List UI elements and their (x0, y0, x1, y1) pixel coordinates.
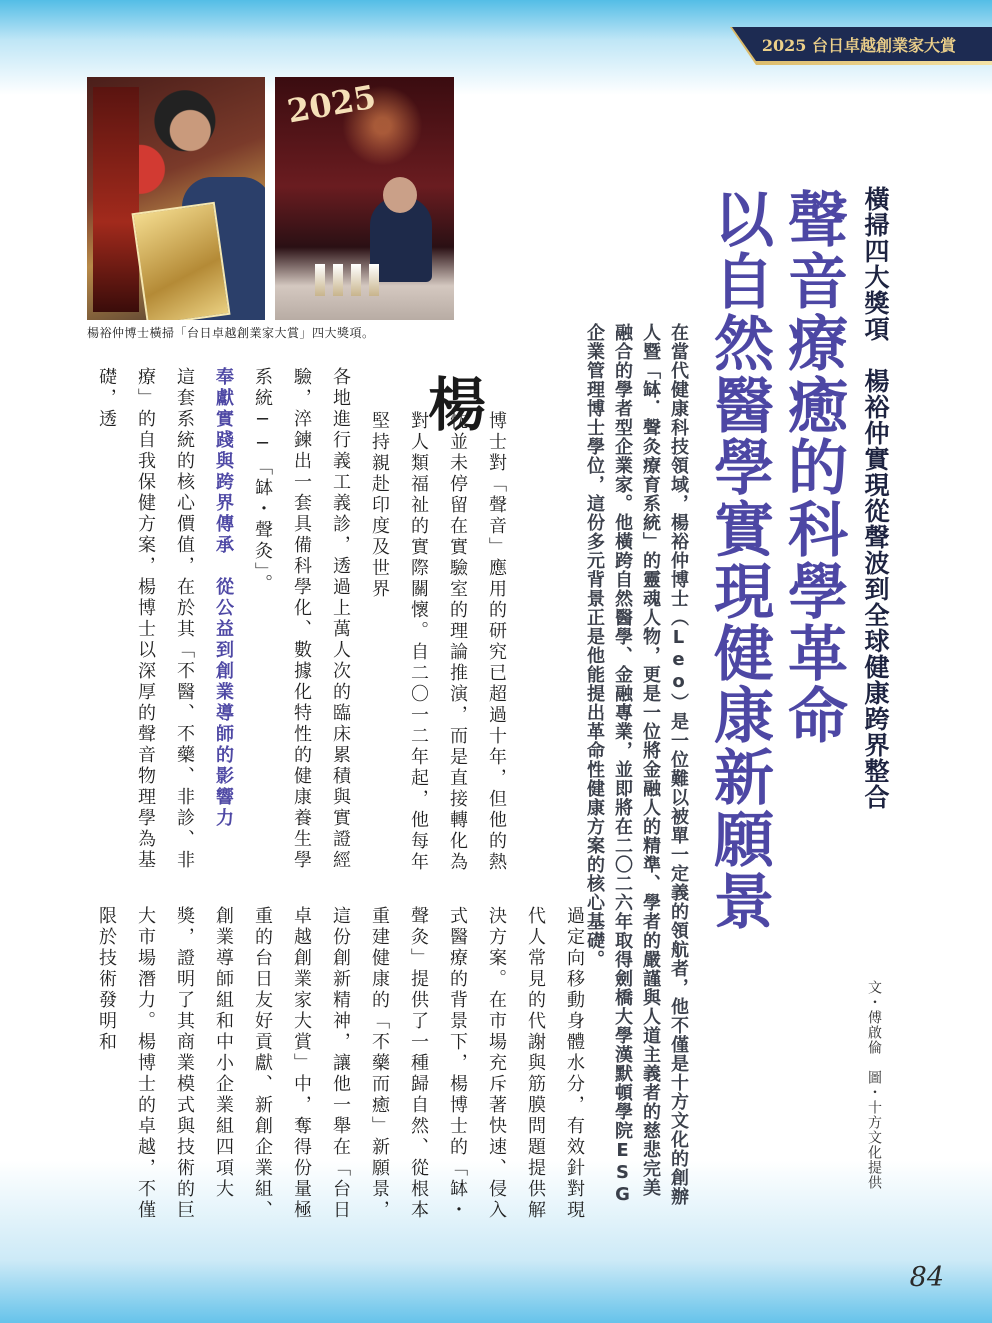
article-body-upper (87, 367, 516, 877)
section-heading: 奉獻實踐與跨界傳承 從公益到創業導師的影響力 (213, 367, 234, 829)
body-paragraph: 各地進行義工義診，透過上萬人次的臨床累積與實證經驗，淬鍊出一套具備科學化、數據化特性的健康養生學系統──「缽・聲灸」。 (252, 367, 351, 871)
article-lead: 在當代健康科技領域，楊裕仲博士（Leo）是一位難以被單一定義的領航者，他不僅是十方文化的創辦人暨「缽．聲灸療育系統」的靈魂人物，更是一位將金融人的精準、學者的嚴謹與人道主義者的慈悲完美融合的學者型企業家。他橫跨自然醫學、金融專業，並即將在二〇二六年取得劍橋大學漢默頓學院ESG企業管理博士學位，這份多元背景正是他能提出革命性健康方案的核心基礎。 (584, 323, 689, 1206)
article-credit: 文・傅啟倫 圖・十方文化提供 (866, 980, 882, 1190)
page-number: 84 (909, 1262, 944, 1293)
body-paragraph: 這套系統的核心價值，在於其「不醫、不藥、非診、非療」的自我保健方案，楊博士以深厚的聲音物理學為基礎，透 (96, 367, 195, 871)
banner-label: 2025 台日卓越創業家大賞 (761, 36, 956, 55)
photo-backdrop-banner (93, 87, 139, 312)
photo-award-ceremony (275, 77, 454, 320)
trophy (315, 264, 325, 296)
article-body-lower (87, 906, 594, 1226)
body-paragraph-intro: 博士對「聲音」應用的研究已超過十年，但他的熱忱並未停留在實驗室的理論推演，而是直接轉化為對人類福祉的實際關懷。自二〇一二年起，他每年堅持親赴印度及世界 (369, 411, 507, 873)
photo-award-certificate (131, 202, 230, 320)
trophy (333, 264, 343, 296)
article-headline-line-2: 以自然醫學實現健康新願景 (704, 188, 774, 932)
photo-dr-yang-holding-award (87, 77, 265, 320)
article-subtitle: 橫掃四大獎項 楊裕仲實現從聲波到全球健康跨界整合 (861, 186, 890, 810)
body-paragraph: 過定向移動身體水分，有效針對現代人常見的代謝與筋膜問題提供解決方案。在市場充斥著快速、侵入式醫療的背景下，楊博士的「缽・聲灸」提供了一種歸自然、從根本重建健康的「不藥而癒」新願景，這份創新精神，讓他一舉在「台日卓越創業家大賞」中，奪得份量極重的台日友好貢獻、新創企業組、創業導師組和中小企業組四項大獎，證明了其商業模式與技術的巨大市場潛力。楊博士的卓越，不僅限於技術發明和 (96, 906, 585, 1221)
photo-backdrop-sign: 2025 (284, 77, 379, 131)
trophy (369, 264, 379, 296)
photo-person-head (383, 177, 417, 213)
article-headline-line-1: 聲音療癒的科學革命 (778, 188, 848, 746)
photo-caption: 楊裕仲博士橫掃「台日卓越創業家大賞」四大獎項。 (87, 326, 375, 340)
trophy (351, 264, 361, 296)
drop-cap: 楊 (428, 371, 487, 439)
